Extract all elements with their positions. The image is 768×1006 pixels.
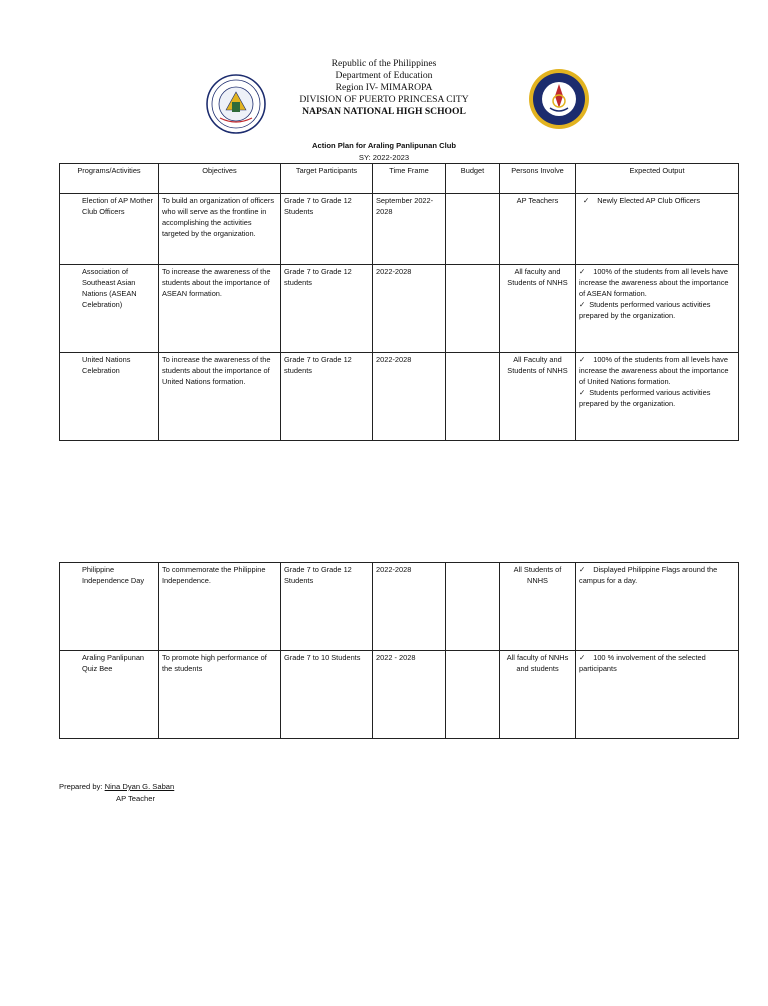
action-plan-table — [59, 163, 739, 441]
checkmark-icon: ✓ — [579, 388, 586, 397]
header-expected-output: Expected Output — [576, 164, 739, 194]
target-cell: Grade 7 to Grade 12 students — [281, 265, 373, 353]
persons-cell: All Students of NNHS — [500, 563, 576, 651]
time-frame-cell: 2022-2028 — [373, 563, 446, 651]
output-text: 100 % involvement of the selected participants — [579, 653, 706, 673]
table-row — [60, 194, 739, 265]
prepared-by — [59, 782, 174, 791]
objective-cell: To increase the awareness of the students about the importance of United Nations formation. — [159, 353, 281, 441]
budget-cell — [446, 265, 500, 353]
persons-cell: All faculty of NNHs and students — [500, 651, 576, 739]
header-objectives: Objectives — [159, 164, 281, 194]
persons-cell: All faculty and Students of NNHS — [500, 265, 576, 353]
header-republic: Republic of the Philippines — [331, 58, 437, 69]
header-persons-involve: Persons Involve — [500, 164, 576, 194]
output-text: 100% of the students from all levels have increase the awareness about the importance of ASEAN formation. — [579, 267, 729, 298]
action-plan-table-continued — [59, 562, 739, 739]
budget-cell — [446, 563, 500, 651]
program-cell: Association of Southeast Asian Nations (ASEAN Celebration) — [60, 265, 159, 353]
time-frame-cell: September 2022-2028 — [373, 194, 446, 265]
budget-cell — [446, 651, 500, 739]
header-time-frame: Time Frame — [373, 164, 446, 194]
preparer-role: AP Teacher — [116, 794, 155, 803]
header-target-participants: Target Participants — [281, 164, 373, 194]
checkmark-icon: ✓ — [579, 355, 586, 364]
header-division: DIVISION OF PUERTO PRINCESA CITY — [299, 94, 469, 105]
table-row — [60, 353, 739, 441]
program-cell: Election of AP Mother Club Officers — [60, 194, 159, 265]
target-cell: Grade 7 to Grade 12 Students — [281, 194, 373, 265]
budget-cell — [446, 353, 500, 441]
output-text: Students performed various activities prepared by the organization. — [579, 388, 711, 408]
target-cell: Grade 7 to 10 Students — [281, 651, 373, 739]
target-cell: Grade 7 to Grade 12 Students — [281, 563, 373, 651]
expected-output-cell — [576, 353, 739, 441]
document-header — [0, 58, 768, 118]
output-text: Newly Elected AP Club Officers — [597, 196, 701, 205]
expected-output-cell — [576, 265, 739, 353]
target-cell: Grade 7 to Grade 12 students — [281, 353, 373, 441]
program-cell: United Nations Celebration — [60, 353, 159, 441]
checkmark-icon: ✓ — [583, 196, 590, 205]
checkmark-icon: ✓ — [579, 565, 586, 574]
school-seal-icon — [206, 74, 266, 134]
header-region: Region IV- MIMAROPA — [335, 82, 433, 93]
expected-output-cell — [576, 651, 739, 739]
output-text: 100% of the students from all levels have increase the awareness about the importance of United Nations formation. — [579, 355, 729, 386]
header-programs: Programs/Activities — [60, 164, 159, 194]
plan-school-year: SY: 2022-2023 — [358, 153, 410, 162]
table-row — [60, 651, 739, 739]
time-frame-cell: 2022-2028 — [373, 265, 446, 353]
objective-cell: To promote high performance of the students — [159, 651, 281, 739]
objective-cell: To build an organization of officers who will serve as the frontline in accomplishing the activities targeted by the organization. — [159, 194, 281, 265]
table-row — [60, 265, 739, 353]
persons-cell: All Faculty and Students of NNHS — [500, 353, 576, 441]
checkmark-icon: ✓ — [579, 653, 586, 662]
expected-output-cell — [576, 563, 739, 651]
prepared-label: Prepared by: — [59, 782, 103, 791]
header-budget: Budget — [446, 164, 500, 194]
output-text: Students performed various activities prepared by the organization. — [579, 300, 711, 320]
table-row — [60, 563, 739, 651]
expected-output-cell — [576, 194, 739, 265]
program-cell: Philippine Independence Day — [60, 563, 159, 651]
table-header-row — [60, 164, 739, 194]
plan-title: Action Plan for Araling Panlipunan Club — [311, 141, 456, 150]
checkmark-icon: ✓ — [579, 267, 586, 276]
preparer-name: Nina Dyan G. Saban — [104, 782, 175, 791]
header-school: NAPSAN NATIONAL HIGH SCHOOL — [302, 106, 466, 117]
program-cell: Araling Panlipunan Quiz Bee — [60, 651, 159, 739]
deped-seal-icon — [528, 68, 590, 130]
objective-cell: To commemorate the Philippine Independence. — [159, 563, 281, 651]
checkmark-icon: ✓ — [579, 300, 586, 309]
persons-cell: AP Teachers — [500, 194, 576, 265]
time-frame-cell: 2022-2028 — [373, 353, 446, 441]
output-text: Displayed Philippine Flags around the campus for a day. — [579, 565, 718, 585]
objective-cell: To increase the awareness of the students about the importance of ASEAN formation. — [159, 265, 281, 353]
time-frame-cell: 2022 - 2028 — [373, 651, 446, 739]
header-department: Department of Education — [335, 70, 433, 81]
budget-cell — [446, 194, 500, 265]
